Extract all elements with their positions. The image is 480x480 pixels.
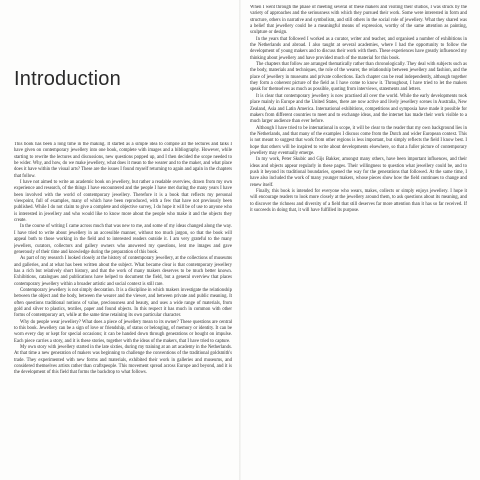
paragraph: When I went through the phase of meeting several of these makers and visiting their studios, I was struck by the variety of approaches and the seriousness with which they pursued their work. Some were interested in form and structure, others in narrative and symbolism, and still others in the social role of jewellery. What they shared was a belief that jewellery could be a meaningful means of expression, worthy of the same attention as painting, sculpture or design. (250, 5, 467, 36)
paragraph: I have not aimed to write an academic book on jewellery, but rather a readable overview, drawn from my own experience and research, of the things I have encountered and the people I have met during the many years I have been involved with the world of contemporary jewellery. Therefore it is a book that reflects my personal viewpoint, full of examples, many of which have been reproduced, with a few that have not previously been published. While I do not claim to give a complete and objective survey, I do hope it will be of use to anyone who is interested in jewellery and who would like to know more about the people who make it and the objects they create. (14, 180, 232, 224)
paragraph: Contemporary jewellery is not simply decoration. It is a discipline in which makers investigate the relationship between the object and the body, between the wearer and the viewer, and between private and public meaning. It often questions traditional notions of value, preciousness and beauty, and uses a wide range of materials, from gold and silver to plastics, textiles, paper and found objects. In this respect it has much in common with other forms of contemporary art, while at the same time retaining its own particular character. (14, 287, 232, 319)
right-page (241, 0, 480, 480)
paragraph: The chapters that follow are arranged thematically rather than chronologically. They deal with subjects such as the body, materials and techniques, the role of the wearer, the relationship between jewellery and fashion, and the place of jewellery in museums and private collections. Each chapter can be read independently, although together they form a coherent picture of the field as I have come to know it. Throughout, I have tried to let the makers speak for themselves as much as possible, quoting from interviews, statements and letters. (250, 62, 467, 93)
paragraph: In the course of writing I came across much that was new to me, and some of my ideas changed along the way. I have tried to write about jewellery in an accessible manner, without too much jargon, so that the book will appeal both to those working in the field and to interested readers outside it. I am very grateful to the many jewellers, curators, collectors and gallery owners who answered my questions, lent me images and gave generously of their time and knowledge during the preparation of this book. (14, 224, 232, 255)
paragraph: In my work, Peter Skubic and Gijs Bakker, amongst many others, have been important influences, and their ideas and objects appear regularly in these pages. Their willingness to question what jewellery could be, and to push it beyond its traditional boundaries, opened the way for the generations that followed. At the same time, I have also included the work of many younger makers, whose pieces show how the field continues to change and renew itself. (250, 157, 467, 188)
paragraph: Finally, this book is intended for everyone who wears, makes, collects or simply enjoys jewellery. I hope it will encourage readers to look more closely at the jewellery around them, to ask questions about its meaning, and to discover the richness and diversity of a field that still deserves far more attention than it has so far received. If it succeeds in doing that, it will have fulfilled its purpose. (250, 188, 467, 213)
right-body-text (250, 5, 467, 475)
chapter-heading: Introduction (14, 68, 121, 90)
paragraph: My own story with jewellery started in the late sixties, during my training at an art academy in the Netherlands. At that time a new generation of makers was beginning to challenge the conventions of the traditional goldsmith's trade. They experimented with new forms and materials, exhibited their work in galleries and museums, and considered themselves artists rather than craftspeople. This movement spread across Europe and beyond, and it is the development of this field that forms the backdrop to what follows. (14, 345, 232, 376)
paragraph: This book has been a long time in the making. It started as a simple idea to compile all the lectures and talks I have given on contemporary jewellery into one book, complete with images and a bibliography. However, while starting to rewrite the lectures and discussions, new questions popped up, and I then decided the scope needed to be wider. Why, and how, do we make jewellery, what does it mean to the wearer and to the maker, and what place does it have within the visual arts? These are the issues I found myself returning to again and again in the chapters that follow. (14, 142, 232, 179)
paragraph: In the years that followed I worked as a curator, writer and teacher, and organised a number of exhibitions in the Netherlands and abroad. I also taught at several academies, where I had the opportunity to follow the development of young makers and to discuss their work with them. These experiences have greatly influenced my thinking about jewellery and have provided much of the material for this book. (250, 36, 467, 61)
paragraph: Although I have tried to be international in scope, it will be clear to the reader that my own background lies in the Netherlands, and that many of the examples I discuss come from the Dutch and wider European context. This is not meant to suggest that work from other regions is less important, but simply reflects the field I know best. I hope that others will be inspired to write about developments elsewhere, so that a fuller picture of contemporary jewellery may eventually emerge. (250, 125, 467, 156)
paragraph: As part of my research I looked closely at the history of contemporary jewellery, at the collections of museums and galleries, and at what has been written about the subject. What became clear is that contemporary jewellery has a rich but relatively short history, and that the work of many makers deserves to be much better known. Exhibitions, catalogues and publications have helped to document the field, but a general overview that places contemporary jewellery within a broader artistic and social context is still rare. (14, 256, 232, 287)
paragraph: Why do people wear jewellery? What does a piece of jewellery mean to its owner? These questions are central to this book. Jewellery can be a sign of love or friendship, of status or belonging, of memory or identity. It can be worn every day or kept for special occasions; it can be handed down through generations or bought on impulse. Each piece carries a story, and it is these stories, together with the ideas of the makers, that I have tried to capture. (14, 319, 232, 344)
paragraph: It is clear that contemporary jewellery is now practised all over the world. While the early developments took place mainly in Europe and the United States, there are now active and lively jewellery scenes in Australia, New Zealand, Asia and Latin America. International exhibitions, competitions and symposia have made it possible for makers from different countries to meet and to exchange ideas, and the internet has made their work visible to a much larger audience than ever before. (250, 93, 467, 125)
left-body-text (14, 142, 232, 466)
